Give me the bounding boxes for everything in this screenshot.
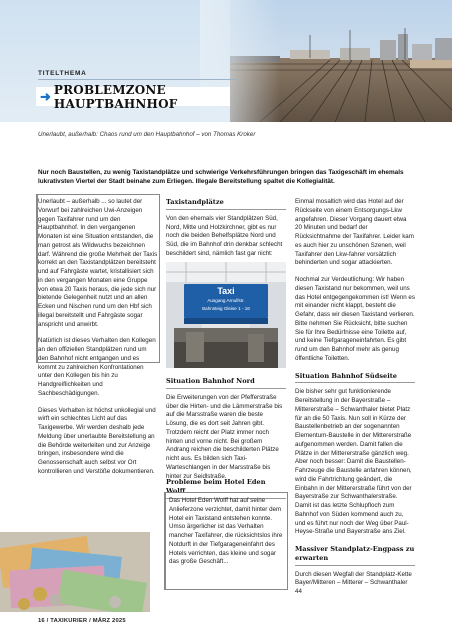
col1-paragraph-1: Unerlaubt – außerhalb ... so lautet der Vorwurf bei zahlreichen Uwi-Anzeigen gegen Taxifahrer rund um den Hauptbahnhof. In den vergangenen Monaten ist eine Situation entstanden, die man getrost als Wildwuchs bezeichnen darf. Während die große Mehrheit der Taxis korrekt an den Taxistandplätzen bereitsteht und auf Fahrgäste wartet, kristallisiert sich in den vergangen Monaten eine Gruppe von etwa 20 Taxis heraus, die jede sich nur bietende Gelegenheit nutzt und an allen Ecken und Nischen rund um den Hbf sich illegal bereitstellt und Fahrgäste sogar anspricht und anwirbt. [38,198,158,328]
subheading-standplatz-engpass: Massiver Standplatz-Engpass zu erwarten [295,545,415,566]
lead-paragraph: Nur noch Baustellen, zu wenig Taxistandplätze und schwierige Verkehrsführungen bringen das Taxigeschäft im ehemals lukrativsten Viertel der Stadt beinahe zum Erliegen. Illegale Bereitstellung spaltet die Kollegialität. [38,169,404,185]
column-3 [295,198,415,605]
column-2-boxed [169,497,284,575]
rubric-divider [38,79,238,80]
photo-caption: Unerlaubt, außerhalb: Chaos rund um den Hauptbahnhof – von Thomas Kroker [38,131,256,138]
col2-paragraph-1: Von den ehemals vier Standplätzen Süd, Nord, Mitte und Holzkirchner, gibt es nur noch die beiden Behelfsplätze Nord und Süd, die im Bahnhof drin denkbar schlecht beschildert sind, nämlich fast gar nicht: [166,214,283,257]
col2-paragraph-3: Das Hotel Eden Wolff hat auf seine Anlieferzone verzichtet, damit hinter dem Hotel ein Taxistand entstehen konnte. Umso ärgerlicher ist das Verhalten mancher Taxifahrer, die rücksichtslos ihre Notdurft in der Tiefgarageneinfahrt des Hotels verrichten, das kleine und sogar das große Geschäft... [169,497,283,566]
page-footer: 16 / TAXIKURIER / MÄRZ 2025 [38,618,126,624]
rubric: TITELTHEMA [38,70,87,77]
sign-text-exit: Ausgang Arnulfstr. [207,298,245,303]
headline-box [36,82,230,111]
taxi-sign-photo [166,262,286,368]
subheading-bahnhof-suedseite: Situation Bahnhof Südseite [295,372,415,384]
sign-text-platform: Bahnsteig Gleise 1 - 16 [202,306,250,311]
col3-paragraph-4: Durch diesen Wegfall der Standplatz-Kette Bayer/Mitteren – Mitterer – Schwanthaler 44 [295,570,412,595]
col1-paragraph-2: Natürlich ist dieses Verhalten den Kollegen an den offiziellen Standplätzen rund um den Bahnhof nicht entgangen und es kommt zu zahlreichen Konfrontationen unter den Kollegen bis hin zu Handgreiflichkeiten und Sachbeschädigungen. [38,337,156,397]
col3-paragraph-1: Einmal mosaltich wird das Hotel auf der Rückseite von einem Entsorgungs-Lkw angefahren. Dieser Vorgang dauert etwa 20 Minuten und bedarf der Rücksichtnahme der Taxifahrer. Leider kam es auch hier zu unschönen Szenen, weil Taxifahrer den Lkw-fahrer vorsätzlich behinderten und sogar attackierten. [295,198,414,267]
money-photo [0,532,150,612]
col2-paragraph-2: Die Erweiterungen von der Pfefferstraße über die Hirten- und die Lämmerstraße bis auf die Marsstraße waren die beste Lösung, die es dort seit Jahren gibt. Trotzdem reicht der Platz immer noch hinten und vorne nicht. Bei großem Andrang reichen die beschilderten Plätze nicht aus. Es bilden sich Taxi-Warteschlangen in der Marsstraße bis hinter zur Seidlstraße. [166,393,283,480]
sign-text-taxi: Taxi [217,286,235,296]
column-2 [166,198,286,267]
subheading-hotel-eden-wolff: Probleme beim Hotel Eden Wolff [166,478,286,499]
subheading-bahnhof-nord: Situation Bahnhof Nord [166,377,286,389]
column-1 [38,198,158,485]
column-2-lower [166,377,286,489]
col3-paragraph-2: Nochmal zur Verdeutlichung: Wir haben diesen Taxistand nur bekommen, weil uns das Hotel entgegengekommen ist! Wenn es mit einander nicht klappt, besteht die Gefahr, dass wir diesen Taxistand verlieren. Bitte nehmen Sie Rücksicht, bitte suchen Sie für Ihre Bedürfnisse eine Toilette auf, und keine Tiefgarageneinfahrten. Es gibt rund um den Bahnhof mehr als genug öffentliche Toiletten. [295,276,415,362]
col3-paragraph-3: Die bisher sehr gut funktionierende Bereitstellung in der Bayerstraße – Mittererstraße – Schwanthaler bietet Platz für an die 50 Taxis. Nun soll in Kürze der Baustellenbetrieb an der sogenannten Elementum-Baustelle in der Mittererstraße aufgenommen werden. Damit fallen die Plätze in der Mittererstraße gänzlich weg. Aber noch besser: Damit die Baustellen-Fahrzeuge die Baustelle anfahren können, wird die Fahrtrichtung geändert, die Einbahn in der Mittererstraße führt von der Bayerstraße zur Schwanthalerstraße. Damit ist das letzte Schlupfloch zum Bahnhof von Süden kommend auch zu, und es führt nur noch der Weg über Paul-Heyse-Straße und Bayerstraße ans Ziel. [295,388,412,536]
page-title: PROBLEMZONE HAUPTBAHNHOF [53,82,178,111]
arrow-right-icon: ➜ [40,89,51,104]
col1-paragraph-3: Dieses Verhalten ist höchst unkollegial und wirft ein schlechtes Licht auf das Taxigewerbe. Wir werden deshalb jede Meldung über unerlaubte Bereitstellung an die Behörde weiterleiten und zur Anzeige bringen, insbesondere wind die Genossenschaft auch selbst vor Ort kontrollieren und Verstöße dokumentieren. [38,406,156,475]
subheading-taxistandplaetze: Taxistandplätze [166,198,286,210]
